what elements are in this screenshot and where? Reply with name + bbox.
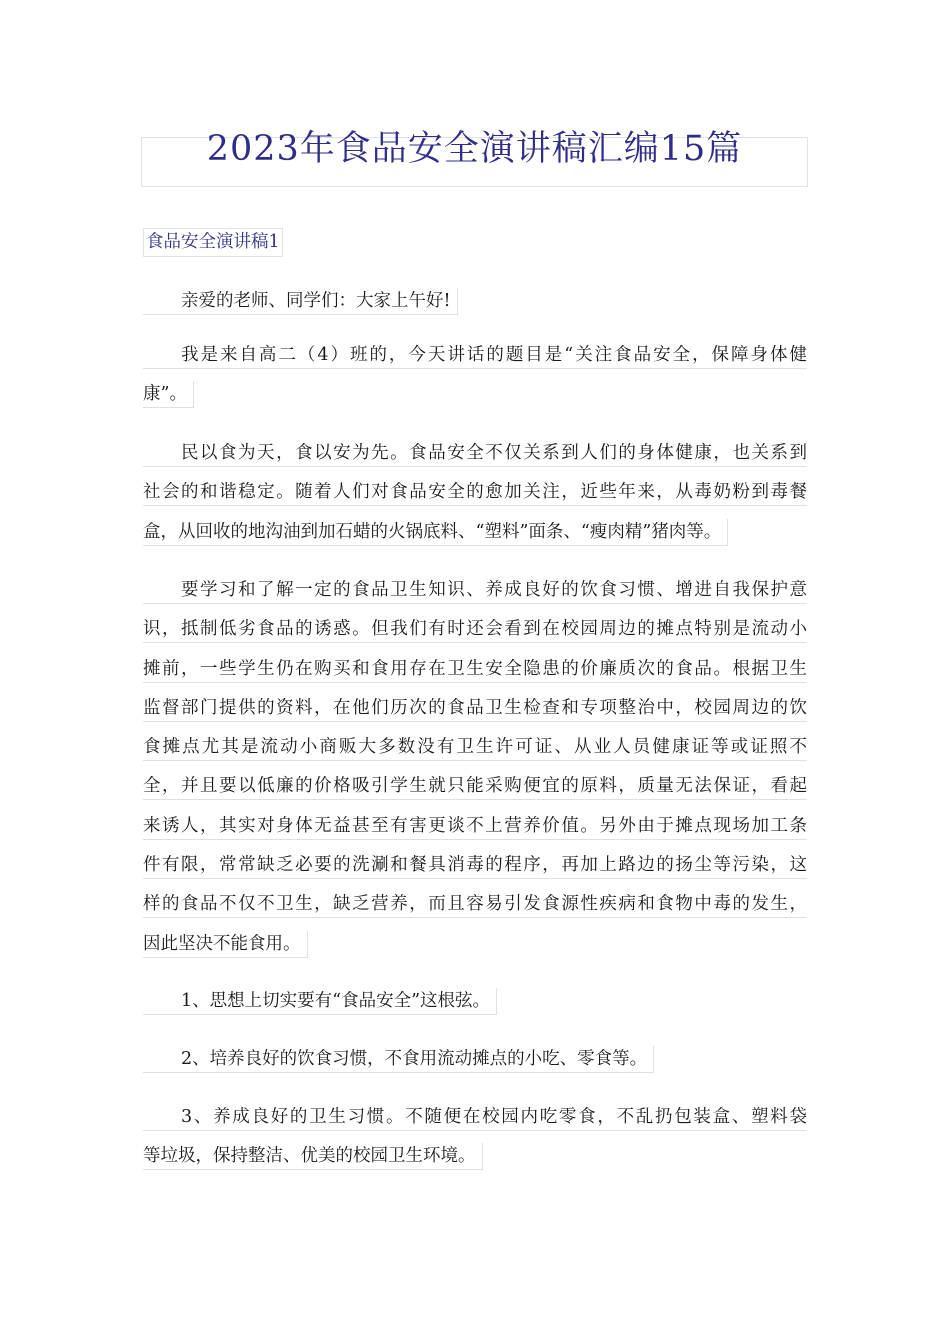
text-line: 全，并且要以低廉的价格吸引学生就只能采购便宜的原料，质量无法保证，看起 [143,773,807,800]
paragraph-intro [143,342,807,421]
text-line: 件有限，常常缺乏必要的洗涮和餐具消毒的程序，再加上路边的扬尘等污染，这 [143,852,807,879]
text-line: 我是来自高二（4）班的，今天讲话的题目是“关注食品安全，保障身体健 [143,342,807,369]
paragraph-street-food [143,577,807,970]
text-line: 要学习和了解一定的食品卫生知识、养成良好的饮食习惯、增进自我保护意 [143,577,807,604]
text-line: 因此坚决不能食用。 [143,931,308,958]
text-line: 2、培养良好的饮食习惯，不食用流动摊点的小吃、零食等。 [143,1046,654,1073]
document-title: 2023年食品安全演讲稿汇编15篇 [206,129,743,169]
text-line: 1、思想上切实要有“食品安全”这根弦。 [143,988,497,1015]
paragraph-greeting [143,288,807,327]
text-line: 盒，从回收的地沟油到加石蜡的火锅底料、“塑料”面条、“瘦肉精”猪肉等。 [143,519,728,546]
text-line: 等垃圾，保持整洁、优美的校园卫生环境。 [143,1143,483,1170]
text-line: 来诱人，其实对身体无益甚至有害更谈不上营养价值。另外由于摊点现场加工条 [143,813,807,840]
text-line: 社会的和谐稳定。随着人们对食品安全的愈加关注，近些年来，从毒奶粉到毒餐 [143,479,807,506]
list-item-1 [143,988,807,1027]
text-line: 康”。 [143,381,194,408]
text-line: 民以食为天，食以安为先。食品安全不仅关系到人们的身体健康，也关系到 [143,440,807,467]
list-item-2 [143,1046,807,1085]
text-line: 食摊点尤其是流动小商贩大多数没有卫生许可证、从业人员健康证等或证照不 [143,734,807,761]
text-line: 摊前，一些学生仍在购买和食用存在卫生安全隐患的价廉质次的食品。根据卫生 [143,656,807,683]
section-heading: 食品安全演讲稿1 [143,228,283,257]
list-item-3 [143,1104,807,1183]
paragraph-food-safety [143,440,807,558]
text-line: 监督部门提供的资料，在他们历次的食品卫生检查和专项整治中，校园周边的饮 [143,695,807,722]
text-line: 亲爱的老师、同学们：大家上午好! [143,288,458,315]
text-line: 样的食品不仅不卫生，缺乏营养，而且容易引发食源性疾病和食物中毒的发生， [143,891,807,918]
text-line: 3、养成良好的卫生习惯。不随便在校园内吃零食，不乱扔包装盒、塑料袋 [143,1104,807,1131]
text-line: 识，抵制低劣食品的诱惑。但我们有时还会看到在校园周边的摊点特别是流动小 [143,616,807,643]
